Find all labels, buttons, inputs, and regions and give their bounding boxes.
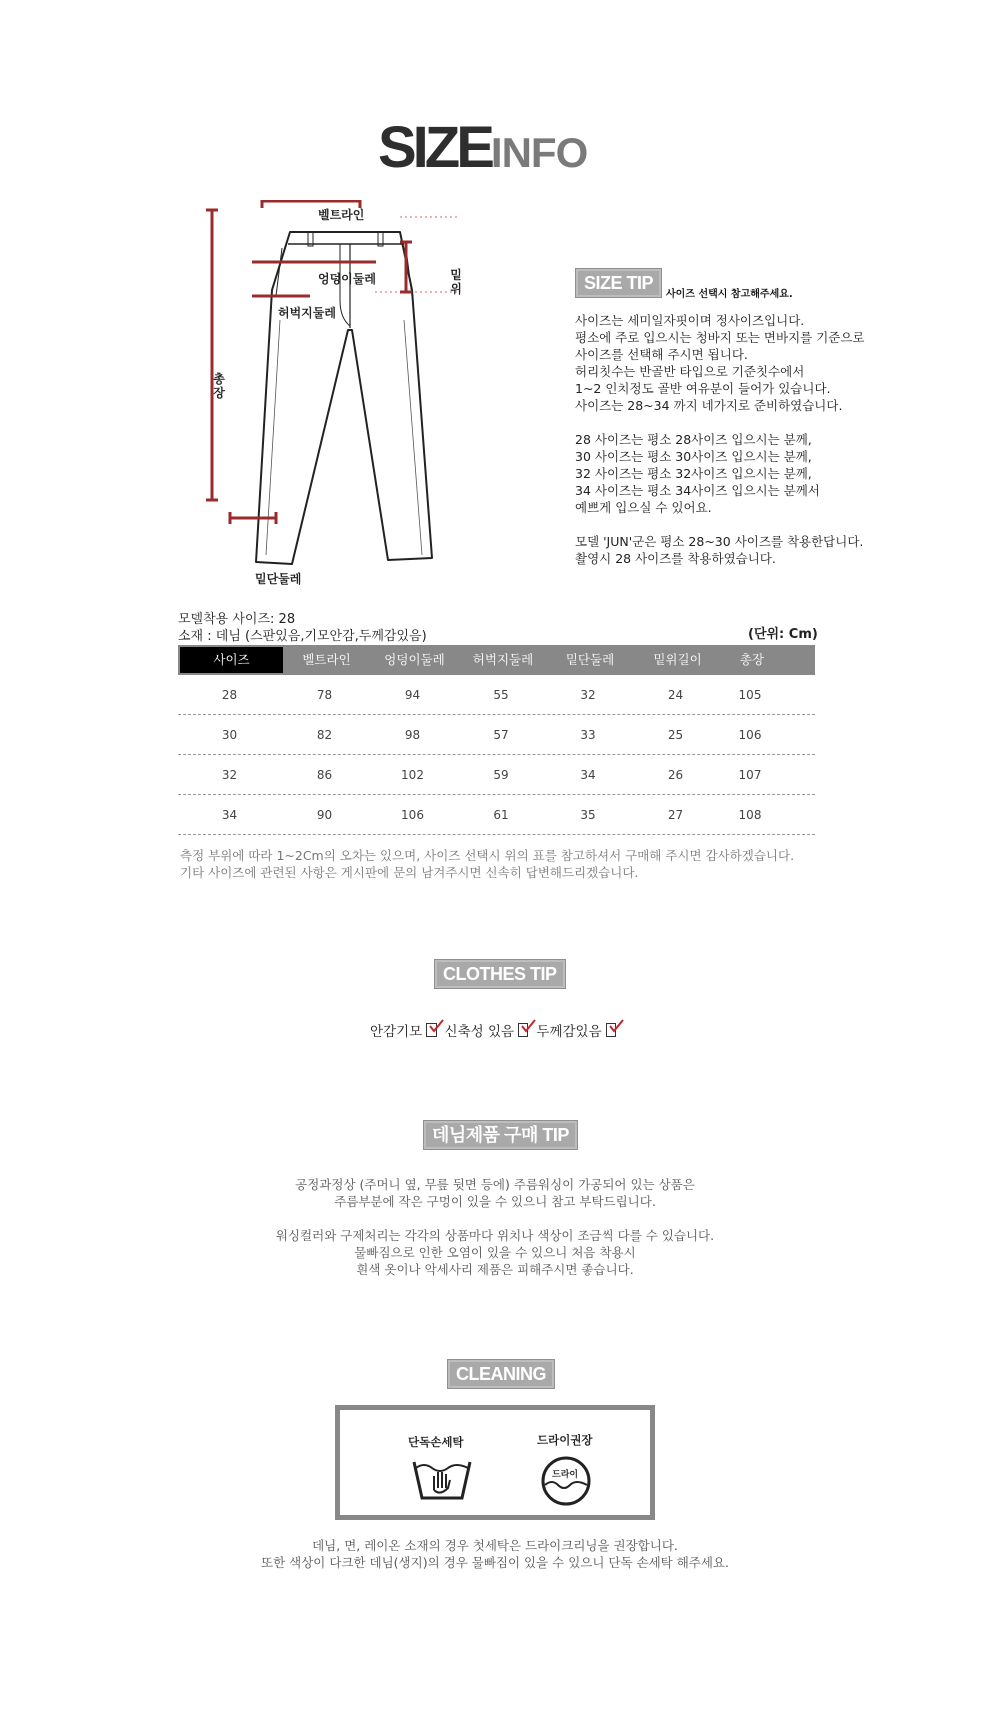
table-notes — [180, 847, 794, 881]
tip-line: 30 사이즈는 평소 30사이즈 입으시는 분께, — [575, 449, 812, 464]
cell: 32 — [580, 688, 596, 702]
size-tip-badge: SIZE TIP — [575, 268, 662, 298]
denim-tip-text — [200, 1176, 790, 1278]
cell: 33 — [580, 728, 596, 742]
tip-line: 사이즈는 28~34 까지 네가지로 준비하였습니다. — [575, 398, 843, 413]
cell: 102 — [401, 768, 424, 782]
cell: 34 — [580, 768, 596, 782]
cell: 94 — [404, 688, 421, 702]
prop-stretch: 신축성 있음 — [444, 1024, 515, 1040]
table-header — [178, 645, 815, 675]
th-thigh: 허벅지둘레 — [472, 652, 534, 667]
title-size: SIZE — [378, 115, 491, 180]
size-info-title — [378, 115, 618, 180]
tip-line: 28 사이즈는 평소 28사이즈 입으시는 분께, — [575, 432, 812, 447]
cleaning-box — [335, 1405, 655, 1520]
unit: (단위: Cm) — [748, 627, 818, 642]
label-length: 총장 — [213, 372, 225, 400]
clothes-tip-badge: CLOTHES TIP — [434, 959, 566, 989]
spacer — [200, 1210, 790, 1227]
tip-line: 허리칫수는 반골반 타입으로 기준칫수에서 — [575, 364, 805, 379]
cell: 32 — [221, 768, 238, 782]
cell: 108 — [738, 808, 762, 822]
cell: 105 — [738, 688, 762, 702]
table-row — [178, 675, 815, 715]
cell: 59 — [493, 768, 509, 782]
clothes-props — [370, 1020, 620, 1040]
denim-tip-badge: 데님제품 구매 TIP — [423, 1120, 578, 1150]
material: 소재 : 데님 (스판있음,기모안감,두께감있음) — [178, 629, 427, 644]
cell: 27 — [667, 808, 684, 822]
size-table — [178, 645, 815, 835]
tip-line: 1~2 인치정도 골반 여유분이 들어가 있습니다. — [575, 381, 831, 396]
cell: 86 — [316, 768, 333, 782]
dry-clean-label: 드라이권장 — [537, 1433, 593, 1447]
size-tip-text — [575, 312, 935, 567]
pants-illustration — [200, 200, 500, 590]
title-info: INFO — [490, 129, 588, 176]
tip-line: 사이즈를 선택해 주시면 됩니다. — [575, 347, 748, 362]
label-rise: 밑위 — [450, 268, 462, 296]
tip-line: 모델 'JUN'군은 평소 28~30 사이즈를 착용한답니다. — [575, 534, 864, 549]
spacer — [575, 516, 935, 533]
denim-line: 주름부분에 작은 구멍이 있을 수 있으니 참고 부탁드립니다. — [334, 1194, 656, 1209]
th-hem: 밑단둘레 — [565, 652, 615, 667]
denim-line: 워싱컬러와 구제처리는 각각의 상품마다 위치나 색상이 조금씩 다를 수 있습니다. — [275, 1228, 715, 1243]
cleaning-line: 데님, 면, 레이온 소재의 경우 첫세탁은 드라이크리닝을 권장합니다. — [312, 1538, 678, 1553]
cell: 24 — [667, 688, 684, 702]
cell: 106 — [738, 728, 762, 742]
denim-line: 물빠짐으로 인한 오염이 있을 수 있으니 처음 착용시 — [354, 1245, 636, 1260]
label-belt-line: 벨트라인 — [318, 208, 365, 222]
tip-line: 34 사이즈는 평소 34사이즈 입으시는 분께서 — [575, 483, 820, 498]
tip-line: 32 사이즈는 평소 32사이즈 입으시는 분께, — [575, 466, 812, 481]
table-row — [178, 755, 815, 795]
label-hem: 밑단둘레 — [255, 572, 302, 586]
cell: 82 — [316, 728, 333, 742]
denim-line: 공정과정상 (주머니 옆, 무릎 뒷면 등에) 주름워싱이 가공되어 있는 상품은 — [295, 1177, 695, 1192]
dry-clean-icon — [540, 1455, 592, 1507]
cell: 61 — [493, 808, 509, 822]
size-tip-note: 사이즈 선택시 참고해주세요. — [666, 289, 793, 300]
check-icon — [606, 1023, 616, 1037]
cell: 28 — [221, 688, 238, 702]
cell: 34 — [221, 808, 238, 822]
pants-diagram — [200, 200, 500, 590]
th-belt: 벨트라인 — [302, 652, 351, 667]
tip-line: 평소에 주로 입으시는 청바지 또는 면바지를 기준으로 — [575, 330, 865, 345]
tip-line: 예쁘게 입으실 수 있어요. — [575, 500, 712, 515]
cell: 35 — [580, 808, 596, 822]
th-size: 사이즈 — [180, 647, 283, 673]
cell: 98 — [404, 728, 421, 742]
cell: 26 — [667, 768, 684, 782]
th-hip: 엉덩이둘레 — [384, 652, 445, 667]
model-size: 모델착용 사이즈: 28 — [178, 612, 296, 627]
cleaning-badge: CLEANING — [447, 1359, 555, 1389]
label-thigh: 허벅지둘레 — [278, 306, 336, 320]
check-icon — [518, 1023, 528, 1037]
cleaning-text — [200, 1537, 790, 1571]
hand-wash-label: 단독손세탁 — [408, 1435, 464, 1449]
tip-line: 촬영시 28 사이즈를 착용하였습니다. — [575, 551, 776, 566]
table-row — [178, 795, 815, 835]
cell: 78 — [316, 688, 333, 702]
cell: 30 — [221, 728, 238, 742]
prop-lining: 안감기모 — [370, 1024, 423, 1040]
cell: 25 — [667, 728, 684, 742]
cell: 107 — [738, 768, 762, 782]
note-line: 측정 부위에 따라 1~2Cm의 오차는 있으며, 사이즈 선택시 위의 표를 참고하셔서 구매해 주시면 감사하겠습니다. — [180, 848, 795, 863]
prop-thickness: 두께감있음 — [536, 1024, 602, 1040]
cell: 90 — [316, 808, 333, 822]
th-rise: 밑위길이 — [653, 652, 702, 667]
cell: 106 — [401, 808, 424, 822]
dry-icon-text: 드라이 — [552, 1470, 579, 1480]
cleaning-line: 또한 색상이 다크한 데님(생지)의 경우 물빠짐이 있을 수 있으니 단독 손세탁 해주세요. — [261, 1555, 729, 1570]
denim-line: 흰색 옷이나 악세사리 제품은 피해주시면 좋습니다. — [356, 1262, 634, 1277]
check-icon — [426, 1023, 436, 1037]
cell: 55 — [493, 688, 509, 702]
cell: 57 — [493, 728, 509, 742]
label-hip: 엉덩이둘레 — [318, 272, 376, 286]
note-line: 기타 사이즈에 관련된 사항은 게시판에 문의 남겨주시면 신속히 답변해드리겠습니다. — [180, 865, 639, 880]
th-length: 총장 — [739, 652, 765, 667]
tip-line: 사이즈는 세미일자핏이며 정사이즈입니다. — [575, 313, 805, 328]
table-row — [178, 715, 815, 755]
spacer — [575, 414, 935, 431]
hand-wash-icon — [412, 1458, 472, 1504]
